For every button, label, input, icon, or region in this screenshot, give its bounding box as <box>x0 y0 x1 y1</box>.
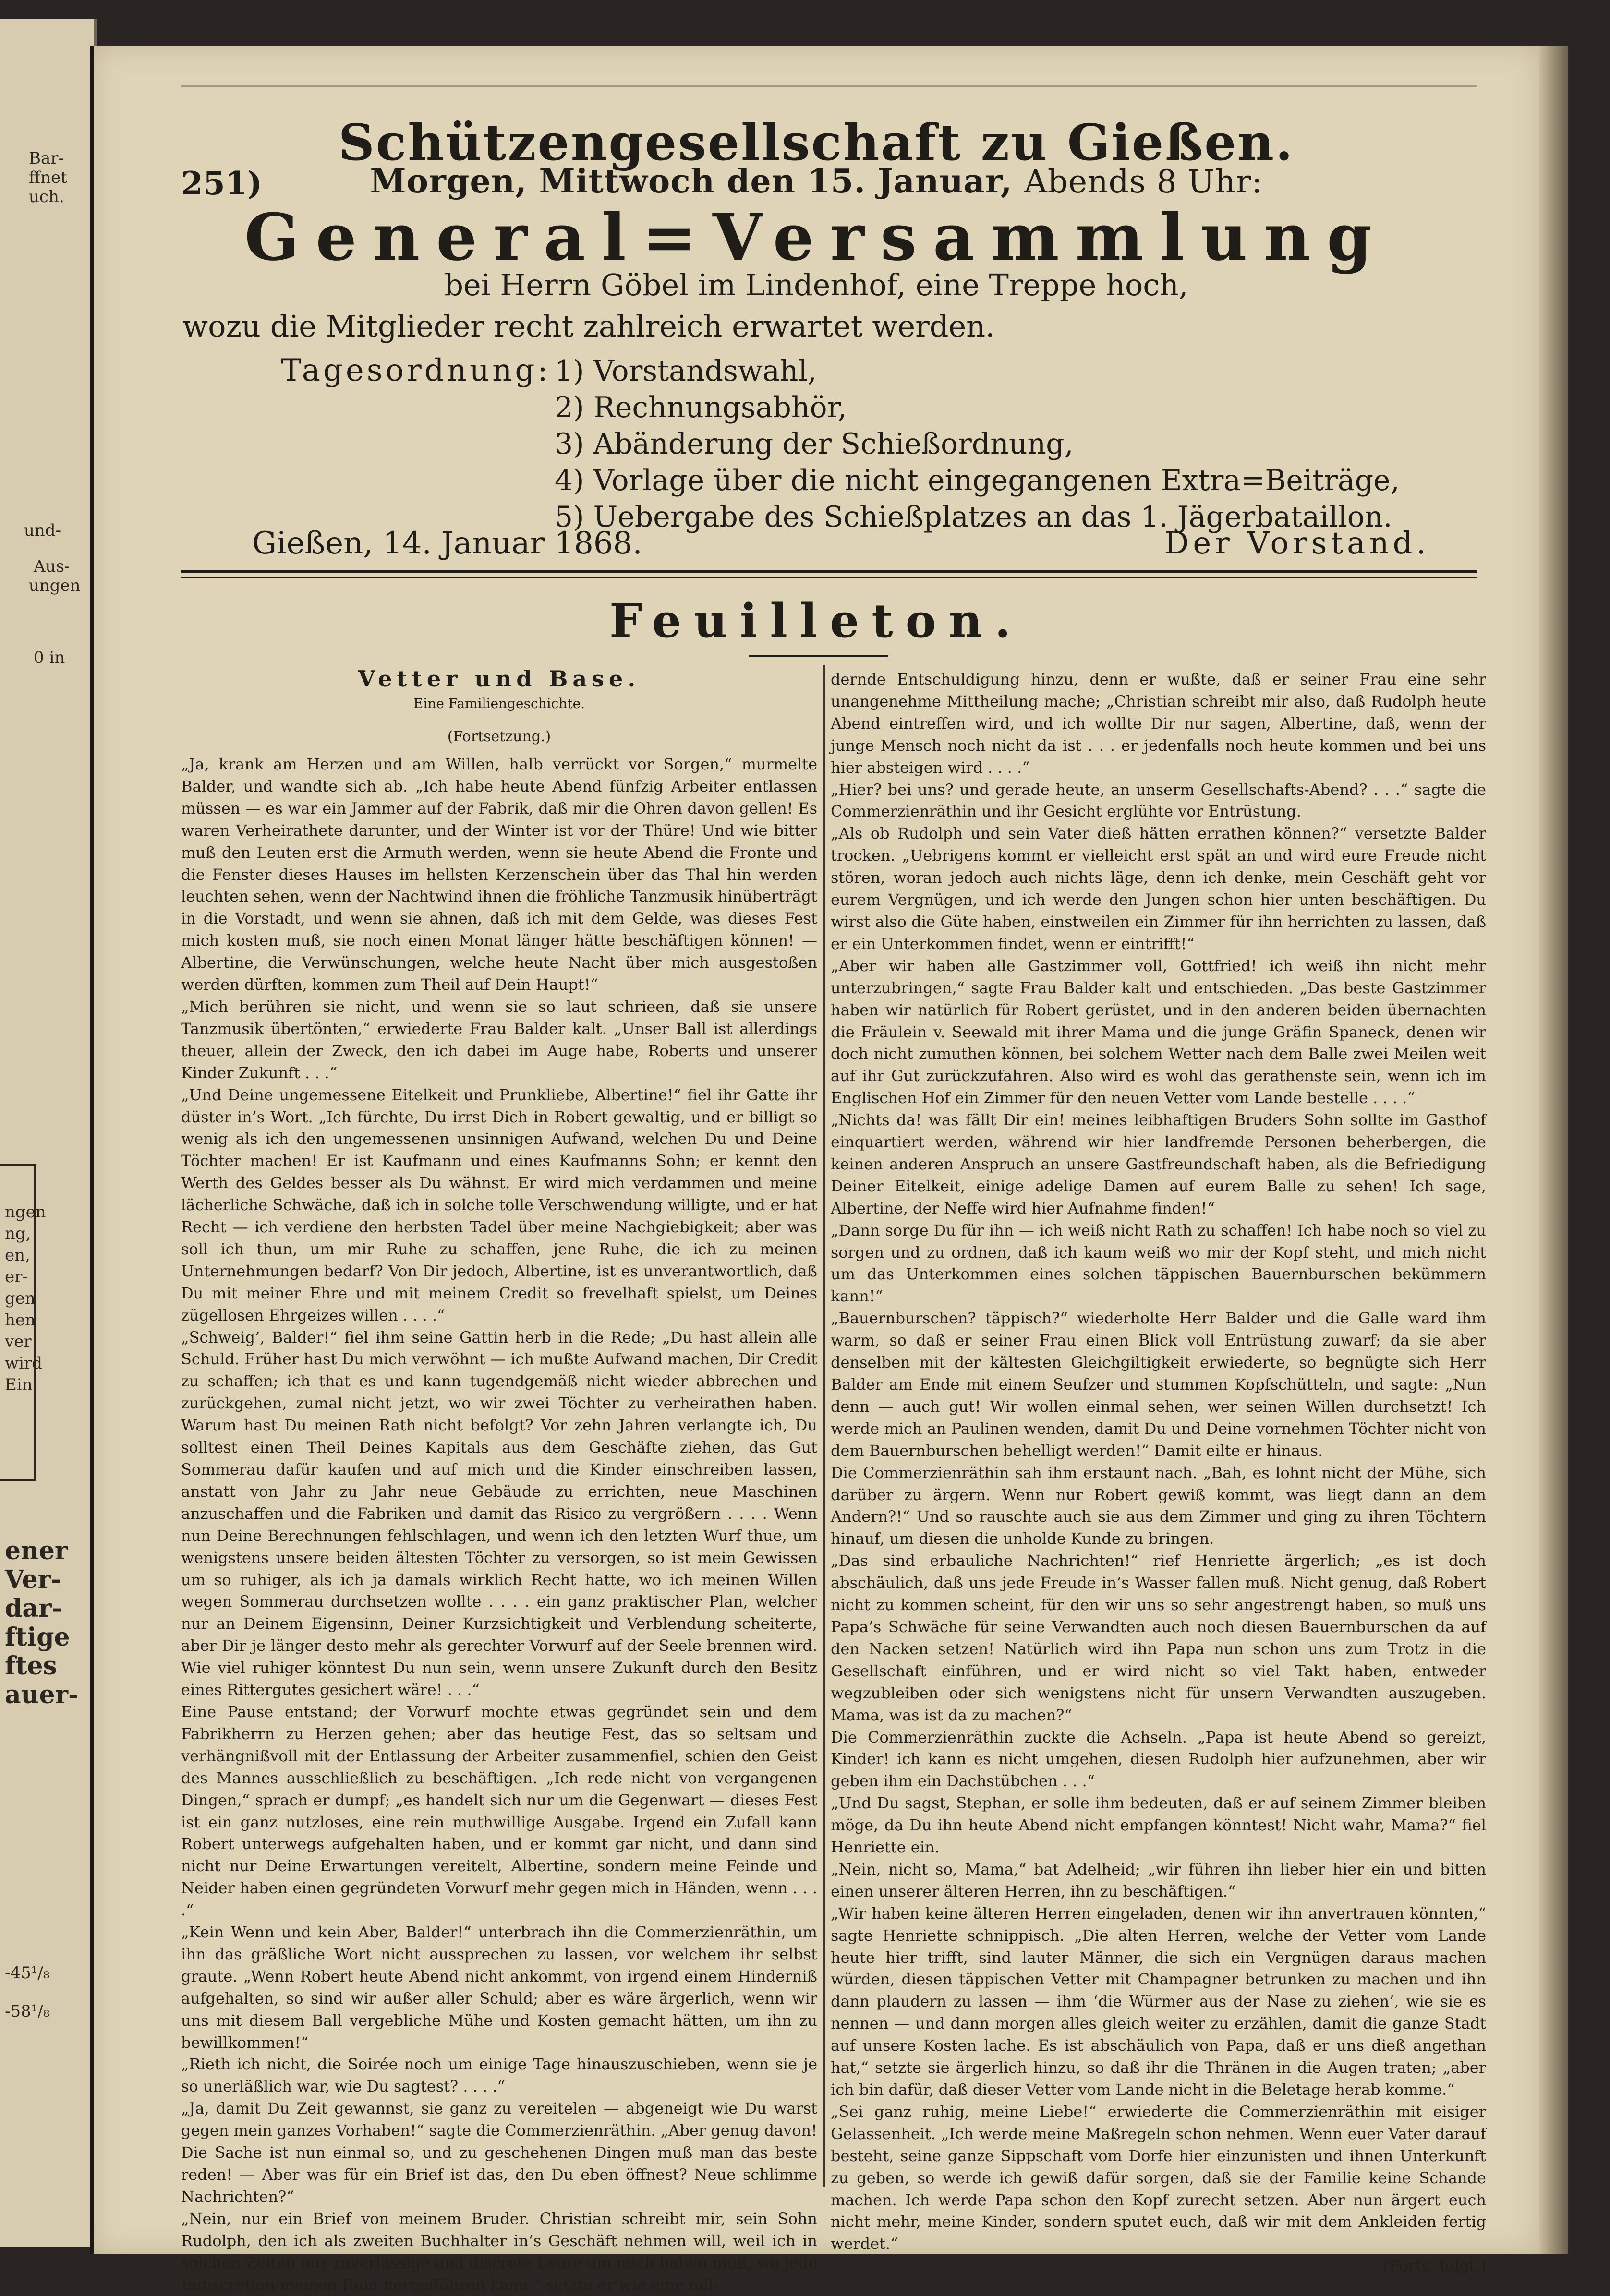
paragraph: „Nein, nicht so, Mama,“ bat Adelheid; „wir führen ihn lieber hier ein und bitten einen unserer älteren Herren, ihn zu beschäftigen.“ <box>831 1860 1486 1900</box>
left-fragment: Ver- <box>5 1565 61 1594</box>
left-fragment: ener <box>5 1536 68 1565</box>
announcement-title: Schützengesellschaft zu Gießen. <box>338 113 1295 172</box>
left-fragment: ngen <box>5 1202 46 1222</box>
left-page-box <box>0 1164 36 1481</box>
agenda-label: Tagesordnung: <box>281 353 551 388</box>
announcement-date: Gießen, 14. Januar 1868. <box>252 526 642 561</box>
announcement-date-main: Morgen, Mittwoch den 15. Januar, <box>370 162 1013 201</box>
paragraph: Die Commerzienräthin zuckte die Achseln. „Papa ist heute Abend so gereizt, Kinder! ich kann es nicht umgehen, diesen Rudolph hier aufzunehmen, aber wir geben ihm ein Dachstübchen . . .“ <box>831 1728 1486 1791</box>
left-fragment: auer- <box>5 1680 79 1709</box>
agenda-item: 1) Vorstandswahl, <box>555 354 817 388</box>
paragraph: „Das sind erbauliche Nachrichten!“ rief Henriette ärgerlich; „es ist doch abschäulich, daß uns jede Freude in’s Wasser fallen muß. Nicht genug, daß Robert nicht zu kommen scheint, für den wir uns so sehr angestrengt haben, so muß uns Papa’s Schwäche für seine Verwandten auch noch diesen Bauernburschen da auf den Nacken setzen! Natürlich wird ihn Papa nun schon uns zum Trotz in die Gesellschaft einführen, und er wird nicht so viel Takt haben, entweder wegzubleiben oder sich wenigstens nicht für unsern Verwandten auszugeben. Mama, was ist da zu machen?“ <box>831 1551 1486 1724</box>
left-fragment: 0 in <box>34 648 65 667</box>
column-divider <box>823 665 825 2187</box>
agenda-list <box>555 353 1400 535</box>
left-fragment: Bar- <box>29 149 64 168</box>
left-fragment: uch. <box>29 187 64 206</box>
paragraph: „Wir haben keine älteren Herren eingeladen, denen wir ihn anvertrauen könnten,“ sagte Henriette schnippisch. „Die alten Herren, welche der Vetter vom Lande heute hier trifft, sind lauter Männer, die sich ein Vergnügen daraus machen würden, diesen täppischen Vetter mit Champagner betrunken zu machen und ihn dann plaudern zu lassen — ihm ‘die Würmer aus der Nase zu ziehen’, wie sie es nennen — und dann morgen alles gleich weiter zu erzählen, damit die ganze Stadt auf unsere Kosten lache. Es ist abschäulich von Papa, daß er uns dieß angethan hat,“ setzte sie ärgerlich hinzu, so daß ihr die Thränen in die Augen traten; „aber ich bin dafür, daß dieser Vetter vom Lande nicht in die Beletage herab komme.“ <box>831 1904 1486 2099</box>
paragraph: „Sei ganz ruhig, meine Liebe!“ erwiederte die Commerzienräthin mit eisiger Gelassenheit. „Ich werde meine Maßregeln schon nehmen. Wenn euer Vater darauf besteht, seine ganze Sippschaft vom Dorfe hier einzunisten und ihnen Unterkunft zu geben, so werde ich gewiß dafür sorgen, daß sie der Familie keine Schande machen. Ich werde Papa schon den Kopf zurecht setzen. Aber nun ärgert euch nicht mehr, meine Kinder, sondern sputet euch, daß wir mit dem Ankleiden fertig werdet.“ <box>831 2102 1486 2253</box>
paragraph: „Aber wir haben alle Gastzimmer voll, Gottfried! ich weiß ihn nicht mehr unterzubringen,“ sagte Frau Balder kalt und entschieden. „Das beste Gastzimmer haben wir natürlich für Robert gerüstet, und in den anderen beiden übernachten die Fräulein v. Seewald mit ihrer Mama und die junge Gräfin Spaneck, denen wir doch nicht zumuthen können, bei solchem Wetter nach dem Balle zwei Meilen weit auf ihr Gut zurückzufahren. Also wird es wohl das gerathenste sein, wenn ich im Englischen Hof ein Zimmer für den neuen Vetter vom Lande bestelle . . . .“ <box>831 956 1486 1107</box>
left-fragment: Ein <box>5 1375 33 1394</box>
top-edge-rule <box>181 85 1477 87</box>
newspaper-page <box>94 46 1539 2294</box>
left-fragment: hen <box>5 1310 36 1330</box>
feuilleton-underline <box>749 655 888 657</box>
paragraph: „Rieth ich nicht, die Soirée noch um einige Tage hinauszuschieben, wenn sie je so unerläßlich war, wie Du sagtest? . . . .“ <box>181 2055 817 2096</box>
left-fragment: Aus- <box>34 557 70 576</box>
to-be-continued: (Forts. folgt.) <box>1383 2257 1486 2275</box>
left-fragment: ng, <box>5 1224 31 1243</box>
story-column-right <box>831 669 1486 2277</box>
story-continuation: (Fortsetzung.) <box>447 728 551 745</box>
paragraph: „Bauernburschen? täppisch?“ wiederholte Herr Balder und die Galle ward ihm warm, so daß er seiner Frau einen Blick voll Entrüstung zuwarf; da sie aber denselben mit der kältesten Gleichgiltigkeit erwiederte, so begnügte sich Herr Balder am Ende mit einem Seufzer und stummen Kopfschütteln, und sagte: „Nun denn — auch gut! Wir wollen einmal sehen, wer seinen Willen durchsetzt! Ich werde mich an Paulinen wenden, damit Du und Deine vornehmen Töchter nicht von dem Bauernburschen behelligt werden!“ Damit eilte er hinaus. <box>831 1309 1486 1460</box>
page-edge-shadow <box>1539 46 1568 2254</box>
left-fragment: ver <box>5 1332 32 1351</box>
paragraph: dernde Entschuldigung hinzu, denn er wußte, daß er seiner Frau eine sehr unangenehme Mittheilung mache; „Christian schreibt mir also, daß Rudolph heute Abend eintreffen wird, und ich wollte Dir nur sagen, Albertine, daß, wenn der junge Mensch noch nicht da ist . . . er jedenfalls noch heute kommen und bei uns hier absteigen wird . . . .“ <box>831 670 1486 777</box>
left-fragment: en, <box>5 1246 30 1265</box>
agenda-item: 3) Abänderung der Schießordnung, <box>555 427 1074 461</box>
agenda-item: 5) Uebergabe des Schießplatzes an das 1. Jägerbataillon. <box>555 500 1392 534</box>
paragraph: „Dann sorge Du für ihn — ich weiß nicht Rath zu schaffen! Ich habe noch so viel zu sorgen und zu ordnen, daß ich kaum weiß wo mir der Kopf steht, und mich nicht um das Unterkommen eines solchen täppischen Bauernburschen bekümmern kann!“ <box>831 1221 1486 1306</box>
left-fragment: wird <box>5 1354 42 1373</box>
left-fragment: und- <box>24 521 61 540</box>
paragraph: „Ja, damit Du Zeit gewannst, sie ganz zu vereitelen — abgeneigt wie Du warst gegen mein ganzes Vorhaben!“ sagte die Commerzienräthin. „Aber genug davon! Die Sache ist nun einmal so, und zu geschehenen Dingen muß man das beste reden! — Aber was für ein Brief ist das, den Du eben öffnest? Neue schlimme Nachrichten?“ <box>181 2099 817 2206</box>
paragraph: „Ja, krank am Herzen und am Willen, halb verrückt vor Sorgen,“ murmelte Balder, und wandte sich ab. „Ich habe heute Abend fünfzig Arbeiter entlassen müssen — es war ein Jammer auf der Fabrik, daß mir die Ohren davon gellen! Es waren Verheirathete darunter, und der Winter ist vor der Thüre! Und wie bitter muß den Leuten erst die Armuth werden, wenn sie heute Abend die Fronte und die Fenster dieses Hauses im hellsten Kerzenschein über das Thal hin werden leuchten sehen, wenn der Nachtwind ihnen die fröhliche Tanzmusik hinüberträgt in die Vorstadt, und wenn sie ahnen, daß ich mit dem Gelde, was dieses Fest mich kosten muß, sie noch einen Monat länger hätte beschäftigen können! — Albertine, die Verwünschungen, welche heute Nacht über mich ausgestoßen werden dürften, kommen zum Theil auf Dein Haupt!“ <box>181 755 817 994</box>
paragraph: „Nichts da! was fällt Dir ein! meines leibhaftigen Bruders Sohn sollte im Gasthof einquartiert werden, während wir hier landfremde Personen beherbergen, die keinen anderen Anspruch an unsere Gastfreundschaft haben, als die Befriedigung Deiner Eitelkeit, einige adelige Damen auf eurem Balle zu sehen! Ich sage, Albertine, der Neffe wird hier Aufnahme finden!“ <box>831 1111 1486 1217</box>
story-subtitle: Eine Familiengeschichte. <box>413 696 585 711</box>
announcement-date-line <box>94 162 1539 201</box>
paragraph: Eine Pause entstand; der Vorwurf mochte etwas gegründet sein und dem Fabrikherrn zu Herzen gehen; aber das heutige Fest, das so seltsam und verhängnißvoll mit der Entlassung der Arbeiter zusammenfiel, schien den Geist des Mannes ausschließlich zu beschäftigen. „Ich rede nicht von vergangenen Dingen,“ sprach er dumpf; „es handelt sich nur um die Gegenwart — dieses Fest ist ein ganz nutzloses, eine rein muthwillige Ausgabe. Irgend ein Zufall kann Robert unterwegs aufgehalten haben, und er kommt gar nicht, und dann sind nicht nur Deine Erwartungen vereitelt, Albertine, sondern meine Feinde und Neider haben einen gegründeten Vorwurf mehr gegen mich in Händen, wenn . . . .“ <box>181 1702 817 1920</box>
left-fragment: ffnet <box>29 168 67 187</box>
paragraph: „Hier? bei uns? und gerade heute, an unserm Gesellschafts-Abend? . . .“ sagte die Commerzienräthin und ihr Gesicht erglühte vor Entrüstung. <box>831 780 1486 821</box>
paragraph: „Mich berühren sie nicht, und wenn sie so laut schrieen, daß sie unsere Tanzmusik übertönten,“ erwiederte Frau Balder kalt. „Unser Ball ist allerdings theuer, allein der Zweck, den ich dabei im Auge habe, Roberts und unserer Kinder Zukunft . . .“ <box>181 997 817 1082</box>
paragraph: „Nein, nur ein Brief von meinem Bruder. Christian schreibt mir, sein Sohn Rudolph, den ich als zweiten Buchhalter in’s Geschäft nehmen will, weil ich in solchen Zeiten nur zuverlässige und discrete Leute um mich haben muß, wo jede Indiscretion meinen Ruin herbeiführen kann,“ setzte er wie eine mil- <box>181 2209 817 2294</box>
paragraph: „Und Deine ungemessene Eitelkeit und Prunkliebe, Albertine!“ fiel ihr Gatte ihr düster in’s Wort. „Ich fürchte, Du irrst Dich in Robert gewaltig, und er billigt so wenig als ich den ungemessenen unsinnigen Aufwand, welchen Du und Deine Töchter machen! Er ist Kaufmann und eines Kaufmanns Sohn; er kennt den Werth des Geldes besser als Du wähnst. Er wird mich verdammen und meine lächerliche Schwäche, daß ich in solche tolle Verschwendung willigte, und er hat Recht — ich verdiene den herbsten Tadel über meine Nachgiebigkeit; aber was soll ich thun, um mir Ruhe zu schaffen, jene Ruhe, die ich zu meinen Unternehmungen bedarf? Von Dir jedoch, Albertine, ist es unverantwortlich, daß Du mit meiner Ehre und mit meinem Credit so frevelhaft spielst, um Deines zügellosen Ehrgeizes willen . . . .“ <box>181 1085 817 1324</box>
announcement-headline: General=Versammlung <box>244 199 1388 275</box>
left-fragment: ftes <box>5 1651 57 1681</box>
left-fragment: ftige <box>5 1623 70 1652</box>
agenda-item: 2) Rechnungsabhör, <box>555 391 847 424</box>
announcement-time: Abends 8 Uhr: <box>1024 163 1263 200</box>
announcement-place: bei Herrn Göbel im Lindenhof, eine Treppe hoch, <box>444 267 1188 302</box>
paragraph: „Kein Wenn und kein Aber, Balder!“ unterbrach ihn die Commerzienräthin, um ihn das gräßliche Wort nicht aussprechen zu lassen, vor welchem ihr selbst graute. „Wenn Robert heute Abend nicht ankommt, von irgend einem Hinderniß aufgehalten, so sind wir außer aller Schuld; aber es wäre ärgerlich, wenn wir uns mit diesem Ball vergebliche Mühe und Kosten gemacht hätten, um ihn zu bewillkommen!“ <box>181 1923 817 2052</box>
left-fragment: dar- <box>5 1594 62 1623</box>
paragraph: Die Commerzienräthin sah ihm erstaunt nach. „Bah, es lohnt nicht der Mühe, sich darüber zu ärgern. Wenn nur Robert gewiß kommt, was liegt dann an dem Andern?!“ Und so rauschte auch sie aus dem Zimmer und ging zu ihren Töchtern hinauf, um diesen die unholde Kunde zu bringen. <box>831 1463 1486 1548</box>
previous-page-edge <box>0 19 97 2247</box>
left-fragment: -58¹/₈ <box>5 2002 50 2021</box>
paragraph: „Und Du sagst, Stephan, er solle ihm bedeuten, daß er auf seinem Zimmer bleiben möge, da Du ihn heute Abend nicht empfangen könntest! Nicht wahr, Mama?“ fiel Henriette ein. <box>831 1794 1486 1857</box>
left-fragment: -45¹/₈ <box>5 1963 50 1983</box>
agenda-item: 4) Vorlage über die nicht eingegangenen Extra=Beiträge, <box>555 464 1400 497</box>
paragraph: „Als ob Rudolph und sein Vater dieß hätten errathen können?“ versetzte Balder trocken. „Uebrigens kommt er vielleicht erst spät an und wird eure Freude nicht stören, woran jedoch auch nichts läge, denn ich denke, mein Geschäft geht vor eurem Vergnügen, und ich werde den Jungen schon hier unten beschäftigen. Du wirst also die Güte haben, einstweilen ein Zimmer für ihn herrichten zu lassen, daß er ein Unterkommen findet, wenn er eintrifft!“ <box>831 824 1486 953</box>
story-title: Vetter und Base. <box>358 666 641 692</box>
announcement-invite: wozu die Mitglieder recht zahlreich erwartet werden. <box>182 309 995 344</box>
announcement-signature: Der Vorstand. <box>1164 526 1430 561</box>
section-rule-thin <box>181 577 1477 578</box>
paragraph: „Schweig’, Balder!“ fiel ihm seine Gattin herb in die Rede; „Du hast allein alle Schuld. Früher hast Du mich verwöhnt — ich mußte Aufwand machen, Dir Credit zu schaffen; ich that es und kann tugendgemäß nicht wieder abbrechen und zurückgehen, zumal nicht jetzt, wo wir zwei Töchter zu verheirathen haben. Warum hast Du meinen Rath nicht befolgt? Vor zehn Jahren verlangte ich, Du solltest einen Theil Deines Kapitals aus dem Geschäfte ziehen, das Gut Sommerau dafür kaufen und auf mich und die Kinder einschreiben lassen, anstatt von Jahr zu Jahr neue Gebäude zu errichten, neue Maschinen anzuschaffen und die Fabriken und damit das Risico zu vergrößern . . . . Wenn nun Deine Berechnungen fehlschlagen, und wenn ich den letzten Wurf thue, um wenigstens unsere beiden ältesten Töchter zu versorgen, so ist mein Gewissen um so ruhiger, als ich ja damals wirklich Recht hatte, wo ich meinen Willen wegen Sommerau durchsetzen wollte . . . . ein ganz praktischer Plan, welcher nur an Deinem Eigensinn, Deiner Kurzsichtigkeit und Verblendung scheiterte, aber Dir je länger desto mehr als gerechter Vorwurf auf der Seele brennen wird. Wie viel ruhiger könntest Du nun sein, wenn unsere Zukunft durch den Besitz eines Rittergutes gesichert wäre! . . .“ <box>181 1328 817 1699</box>
left-fragment: ungen <box>29 576 81 595</box>
left-fragment: gen <box>5 1289 36 1308</box>
announcement-number: 251) <box>181 165 262 202</box>
feuilleton-heading: Feuilleton. <box>609 594 1023 648</box>
story-column-left <box>181 754 817 2296</box>
section-rule-thick <box>181 570 1477 573</box>
left-fragment: er- <box>5 1267 28 1286</box>
